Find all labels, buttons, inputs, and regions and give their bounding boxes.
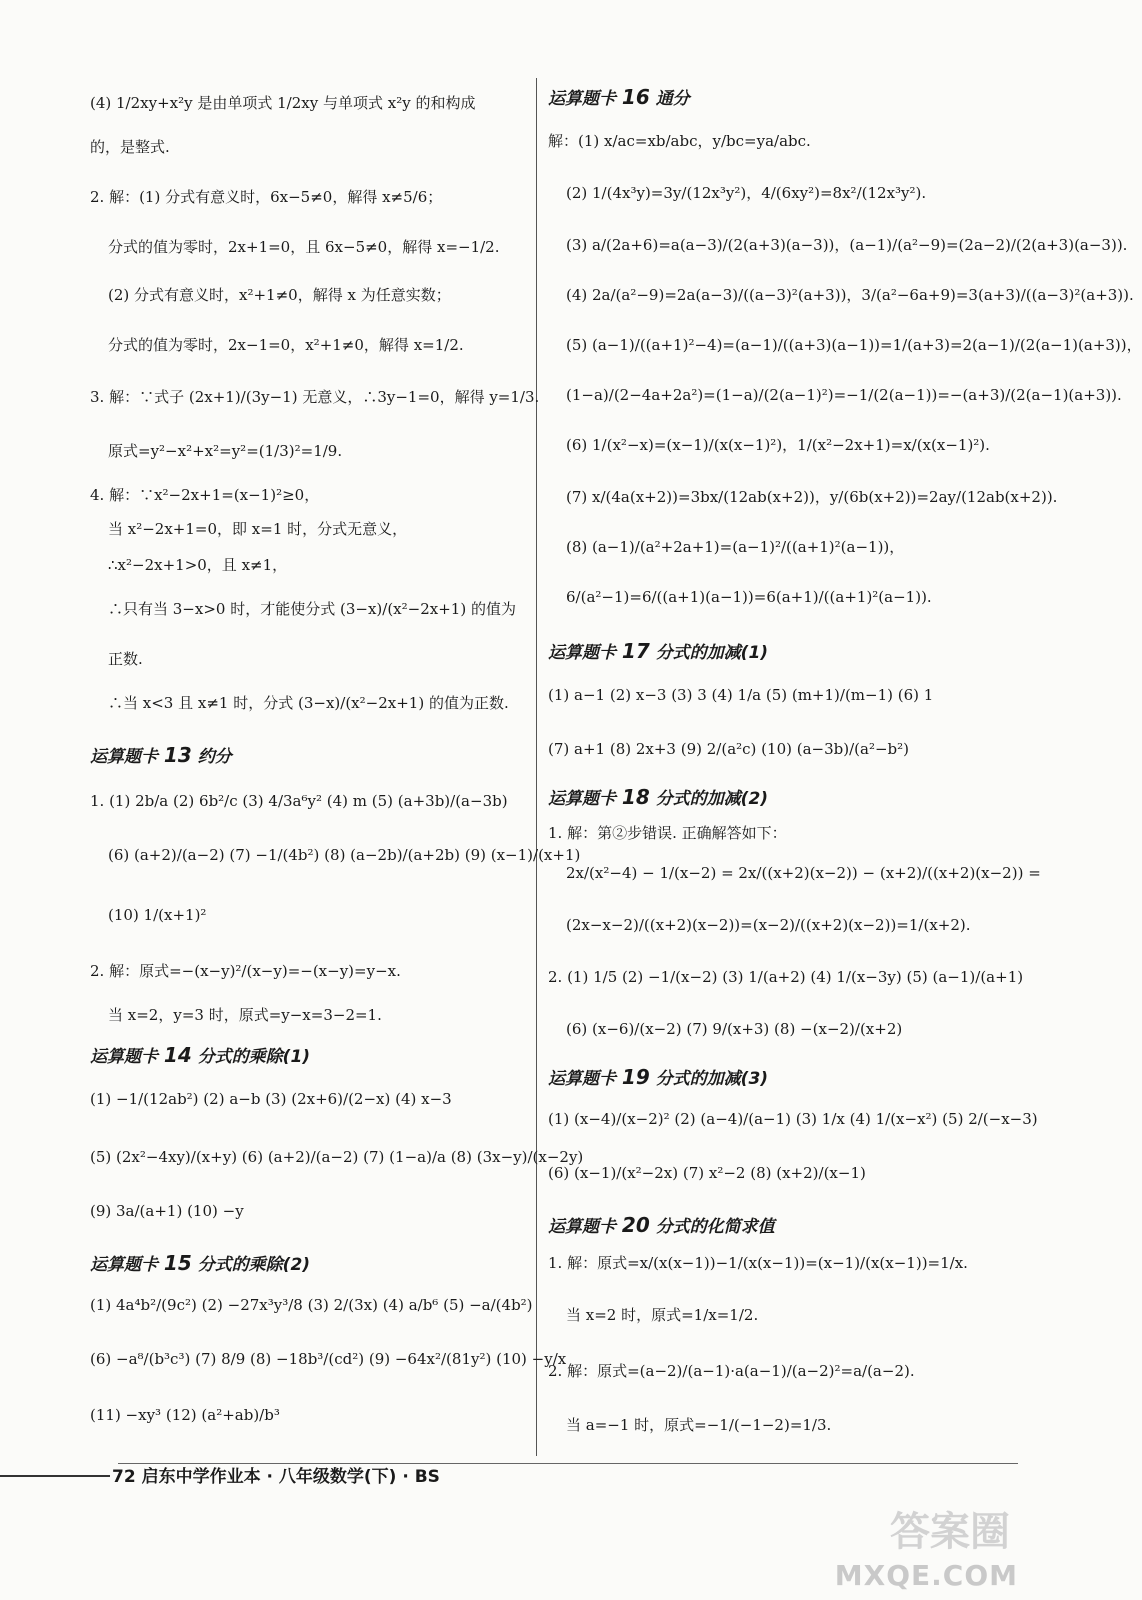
- answer-line: 当 x=2，y=3 时，原式=y−x=3−2=1.: [108, 1006, 382, 1024]
- answer-line: 当 a=−1 时，原式=−1/(−1−2)=1/3.: [566, 1416, 832, 1434]
- answer-line: 2x/(x²−4) − 1/(x−2) = 2x/((x+2)(x−2)) − (x+2)/((x+2)(x−2)) =: [566, 864, 1041, 882]
- answer-line: (11) −xy³ (12) (a²+ab)/b³: [90, 1406, 280, 1424]
- watermark-url: MXQE.COM: [834, 1559, 1018, 1592]
- answer-line: 2. 解：原式=(a−2)/(a−1)·a(a−1)/(a−2)²=a/(a−2).: [548, 1362, 915, 1380]
- heading-label: 运算题卡: [548, 643, 616, 663]
- answer-line: 1. (1) 2b/a (2) 6b²/c (3) 4/3a⁶y² (4) m (5) (a+3b)/(a−3b): [90, 792, 508, 810]
- footer-rule: [0, 1475, 110, 1477]
- heading-number: 19: [621, 1065, 650, 1089]
- answer-line: (10) 1/(x+1)²: [108, 906, 207, 924]
- heading-number: 20: [621, 1213, 650, 1237]
- answer-line: ∴x²−2x+1>0，且 x≠1，: [108, 556, 288, 574]
- answer-line: (5) (2x²−4xy)/(x+y) (6) (a+2)/(a−2) (7) (1−a)/a (8) (3x−y)/(x−2y): [90, 1148, 584, 1166]
- heading-number: 18: [621, 785, 650, 809]
- answer-line: 3. 解：∵式子 (2x+1)/(3y−1) 无意义，∴3y−1=0，解得 y=1/3.: [90, 388, 540, 406]
- section-heading: [548, 1064, 768, 1089]
- answer-line: ∴当 x<3 且 x≠1 时，分式 (3−x)/(x²−2x+1) 的值为正数.: [108, 694, 509, 712]
- answer-line: 当 x=2 时，原式=1/x=1/2.: [566, 1306, 759, 1324]
- answer-line: (6) (x−1)/(x²−2x) (7) x²−2 (8) (x+2)/(x−1): [548, 1164, 866, 1182]
- answer-line: (6) (x−6)/(x−2) (7) 9/(x+3) (8) −(x−2)/(x+2): [566, 1020, 903, 1038]
- section-heading: [90, 1042, 310, 1067]
- answer-line: (6) −a⁸/(b³c³) (7) 8/9 (8) −18b³/(cd²) (9) −64x²/(81y²) (10) −y/x: [90, 1350, 567, 1368]
- heading-subtitle: 分式的化简求值: [655, 1217, 775, 1237]
- answer-line: 的，是整式.: [90, 138, 170, 156]
- heading-label: 运算题卡: [90, 1255, 158, 1275]
- answer-line: (6) (a+2)/(a−2) (7) −1/(4b²) (8) (a−2b)/(a+2b) (9) (x−1)/(x+1): [108, 846, 581, 864]
- heading-label: 运算题卡: [548, 789, 616, 809]
- heading-label: 运算题卡: [90, 1047, 158, 1067]
- answer-line: 当 x²−2x+1=0，即 x=1 时，分式无意义，: [108, 520, 408, 538]
- answer-line: 1. 解：原式=x/(x(x−1))−1/(x(x−1))=(x−1)/(x(x−1))=1/x.: [548, 1254, 968, 1272]
- answer-line: (5) (a−1)/((a+1)²−4)=(a−1)/((a+3)(a−1))=1/(a+3)=2(a−1)/(2(a−1)(a+3))，: [566, 336, 1142, 354]
- heading-subtitle: 分式的加减(2): [655, 789, 769, 809]
- heading-label: 运算题卡: [548, 89, 616, 109]
- watermark: [818, 1496, 1018, 1592]
- heading-number: 14: [163, 1043, 192, 1067]
- answer-line: 6/(a²−1)=6/((a+1)(a−1))=6(a+1)/((a+1)²(a−1)).: [566, 588, 932, 606]
- section-heading: [90, 742, 232, 767]
- heading-subtitle: 分式的乘除(2): [197, 1255, 311, 1275]
- heading-number: 16: [621, 85, 650, 109]
- answer-line: 正数.: [108, 650, 143, 668]
- heading-number: 17: [621, 639, 650, 663]
- heading-label: 运算题卡: [548, 1069, 616, 1089]
- answer-line: 分式的值为零时，2x−1=0，x²+1≠0，解得 x=1/2.: [108, 336, 464, 354]
- answer-line: (8) (a−1)/(a²+2a+1)=(a−1)²/((a+1)²(a−1))，: [566, 538, 905, 556]
- section-heading: [548, 84, 690, 109]
- answer-line: (1) −1/(12ab²) (2) a−b (3) (2x+6)/(2−x) (4) x−3: [90, 1090, 452, 1108]
- heading-subtitle: 分式的加减(3): [655, 1069, 769, 1089]
- answer-line: (4) 2a/(a²−9)=2a(a−3)/((a−3)²(a+3))，3/(a²−6a+9)=3(a+3)/((a−3)²(a+3)).: [566, 286, 1134, 304]
- heading-number: 15: [163, 1251, 192, 1275]
- answer-line: (7) x/(4a(x+2))=3bx/(12ab(x+2))，y/(6b(x+2))=2ay/(12ab(x+2)).: [566, 488, 1058, 506]
- heading-subtitle: 通分: [655, 89, 690, 109]
- page-footer: [0, 1462, 1038, 1492]
- answer-line: (7) a+1 (8) 2x+3 (9) 2/(a²c) (10) (a−3b)/(a²−b²): [548, 740, 909, 758]
- answer-line: (9) 3a/(a+1) (10) −y: [90, 1202, 244, 1220]
- section-heading: [548, 1212, 775, 1237]
- answer-line: (2) 1/(4x³y)=3y/(12x³y²)，4/(6xy²)=8x²/(12x³y²).: [566, 184, 927, 202]
- heading-label: 运算题卡: [90, 747, 158, 767]
- section-heading: [548, 638, 768, 663]
- heading-subtitle: 分式的乘除(1): [197, 1047, 311, 1067]
- answer-line: 原式=y²−x²+x²=y²=(1/3)²=1/9.: [108, 442, 343, 460]
- answer-line: (2) 分式有意义时，x²+1≠0，解得 x 为任意实数；: [108, 286, 451, 304]
- answer-line: (2x−x−2)/((x+2)(x−2))=(x−2)/((x+2)(x−2))=1/(x+2).: [566, 916, 971, 934]
- answer-line: 解：(1) x/ac=xb/abc，y/bc=ya/abc.: [548, 132, 811, 150]
- section-heading: [90, 1250, 310, 1275]
- answer-line: 2. 解：(1) 分式有意义时，6x−5≠0，解得 x≠5/6；: [90, 188, 443, 206]
- answer-line: (1) a−1 (2) x−3 (3) 3 (4) 1/a (5) (m+1)/(m−1) (6) 1: [548, 686, 934, 704]
- answer-line: (4) 1/2xy+x²y 是由单项式 1/2xy 与单项式 x²y 的和构成: [90, 94, 476, 112]
- footer-text: 72 启东中学作业本 · 八年级数学(下) · BS: [112, 1467, 440, 1487]
- answer-line: 分式的值为零时，2x+1=0，且 6x−5≠0，解得 x=−1/2.: [108, 238, 500, 256]
- heading-label: 运算题卡: [548, 1217, 616, 1237]
- answer-line: (1−a)/(2−4a+2a²)=(1−a)/(2(a−1)²)=−1/(2(a−1))=−(a+3)/(2(a−1)(a+3)).: [566, 386, 1122, 404]
- heading-number: 13: [163, 743, 192, 767]
- answer-line: (1) 4a⁴b²/(9c²) (2) −27x³y³/8 (3) 2/(3x) (4) a/b⁶ (5) −a/(4b²): [90, 1296, 533, 1314]
- answer-line: ∴只有当 3−x>0 时，才能使分式 (3−x)/(x²−2x+1) 的值为: [108, 600, 516, 618]
- answer-line: 2. (1) 1/5 (2) −1/(x−2) (3) 1/(a+2) (4) 1/(x−3y) (5) (a−1)/(a+1): [548, 968, 1024, 986]
- section-heading: [548, 784, 768, 809]
- answer-line: 1. 解：第②步错误. 正确解答如下：: [548, 824, 787, 842]
- heading-subtitle: 分式的加减(1): [655, 643, 769, 663]
- watermark-logo: 答案圈: [890, 1509, 1010, 1555]
- answer-line: (3) a/(2a+6)=a(a−3)/(2(a+3)(a−3))，(a−1)/(a²−9)=(2a−2)/(2(a+3)(a−3)).: [566, 236, 1128, 254]
- column-divider: [536, 78, 537, 1456]
- answer-line: 2. 解：原式=−(x−y)²/(x−y)=−(x−y)=y−x.: [90, 962, 401, 980]
- answer-line: (1) (x−4)/(x−2)² (2) (a−4)/(a−1) (3) 1/x (4) 1/(x−x²) (5) 2/(−x−3): [548, 1110, 1038, 1128]
- answer-line: (6) 1/(x²−x)=(x−1)/(x(x−1)²)，1/(x²−2x+1)=x/(x(x−1)²).: [566, 436, 990, 454]
- answer-line: 4. 解：∵x²−2x+1=(x−1)²≥0，: [90, 486, 320, 504]
- heading-subtitle: 约分: [197, 747, 232, 767]
